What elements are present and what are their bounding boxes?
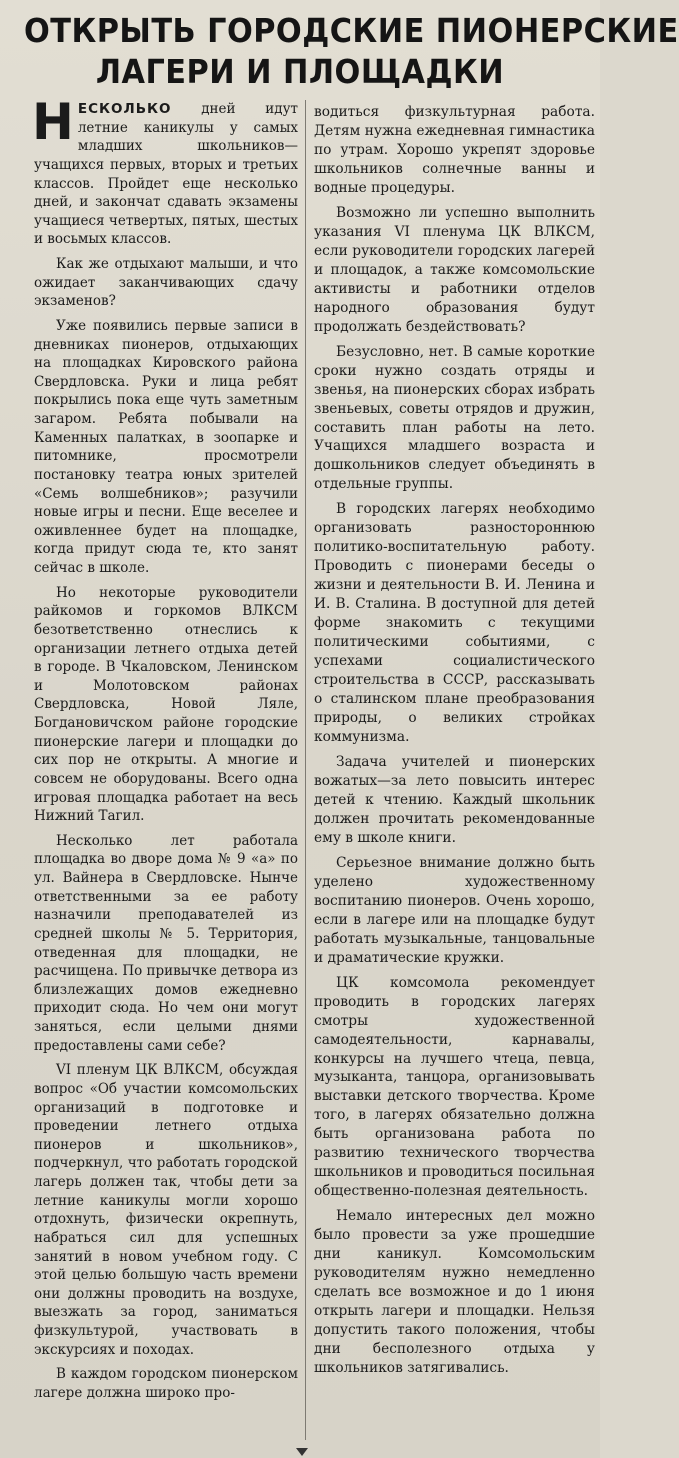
drop-cap: Н <box>32 93 74 151</box>
lead-paragraph <box>32 93 298 249</box>
paragraph: Немало интересных дел можно было провести за уже прошедшие дни каникул. Комсомольским руководителям нужно немедленно сделать все возможное и до 1 июня открыть лагери и площадки. Нельзя допустить такого положения, чтобы дни бесполезного отдыха у школьников затягивались. <box>314 1208 595 1376</box>
column-divider <box>305 100 306 1440</box>
paragraph-continuation: водиться физкультурная работа. Детям нужна ежедневная гимнастика по утрам. Хорошо укрепят здоровье школьников солнечные ванны и водные процедуры. <box>314 104 595 196</box>
paragraph: Как же отдыхают малыши, и что ожидает заканчивающих сдачу экзаменов? <box>34 256 298 310</box>
article-column-left <box>32 93 299 1409</box>
paragraph: ЦК комсомола рекомендует проводить в городских лагерях смотры художественной самодеятельности, карнавалы, конкурсы на лучшего чтеца, певца, музыканта, танцора, организовывать выставки детского творчества. Кроме того, в лагерях обязательно должна быть организована работа по развитию технического творчества школьников и проводиться посильная общественно-полезная деятельность. <box>314 974 595 1200</box>
lead-caps: ЕСКОЛЬКО <box>77 101 172 117</box>
headline <box>24 10 679 92</box>
paragraph: Возможно ли успешно выполнить указания VI пленума ЦК ВЛКСМ, если руководители городских лагерей и площадок, а также комсомольские активисты и работники отделов народного образования будут продолжать бездействовать? <box>314 204 595 335</box>
paragraph: В каждом городском пионерском лагере должна широко про- <box>34 1366 298 1401</box>
article-column-right <box>314 103 595 1384</box>
headline-line-1: ОТКРЫТЬ ГОРОДСКИЕ ПИОНЕРСКИЕ <box>24 11 679 50</box>
page-bottom-marker <box>296 1448 308 1456</box>
paragraph: Несколько лет работала площадка во дворе дома № 9 «а» по ул. Вайнера в Свердловске. Нынче ответственными за ее работу назначили преподавателей из средней школы № 5. Территория, отведенная для площадки, не расчищена. По привычке детвора из близлежащих домов ежедневно приходит сюда. Но чем они могут заняться, если целыми днями предоставлены сами себе? <box>34 832 299 1054</box>
paragraph: Безусловно, нет. В самые короткие сроки нужно создать отряды и звенья, на пионерских сборах избрать звеньевых, советы отрядов и дружин, составить план работы на лето. Учащихся младшего возраста и дошкольников следует объединять в отдельные группы. <box>314 343 595 493</box>
headline-line-2: ЛАГЕРИ И ПЛОЩАДКИ <box>95 52 505 91</box>
paragraph: Задача учителей и пионерских вожатых—за лето повысить интерес детей к чтению. Каждый школьник должен прочитать рекомендованные ему в школе книги. <box>314 753 595 846</box>
paragraph: Серьезное внимание должно быть уделено художественному воспитанию пионеров. Очень хорошо, если в лагере или на площадке будут работать музыкальные, танцовальные и драматические кружки. <box>314 854 595 966</box>
paragraph: В городских лагерях необходимо организовать разностороннюю политико-воспитательную работу. Проводить с пионерами беседы о жизни и деятельности В. И. Ленина и И. В. Сталина. В доступной для детей форме знакомить с текущими политическими событиями, с успехами социалистического строительства в СССР, рассказывать о сталинском плане преобразования природы, о великих стройках коммунизма. <box>314 501 595 745</box>
paragraph: VI пленум ЦК ВЛКСМ, обсуждая вопрос «Об участии комсомольских организаций в подготовке и проведении летнего отдыха пионеров и школьников», подчеркнул, что работать городской лагерь должен так, чтобы дети за летние каникулы могли хорошо отдохнуть, физически окрепнуть, набраться сил для успешных занятий в новом учебном году. С этой целью большую часть времени они должны проводить на воздухе, выезжать за город, заниматься физкультурой, участвовать в экскурсиях и походах. <box>34 1062 298 1358</box>
paragraph: Но некоторые руководители райкомов и горкомов ВЛКСМ безответственно отнеслись к организации летнего отдыха детей в городе. В Чкаловском, Ленинском и Молотовском районах Свердловска, Новой Ляле, Богдановичском районе городские пионерские лагери и площадки до сих пор не открыты. А многие и совсем не оборудованы. Всего одна игровая площадка работает на весь Нижний Тагил. <box>34 584 298 825</box>
lead-text: дней идут летние каникулы у самых младших школьников—учащихся первых, вторых и третьих классов. Пройдет еще несколько дней, и закончат сдавать экзамены учащиеся четвертых, пятых, шестых и восьмых классов. <box>34 101 298 248</box>
paragraph: Уже появились первые записи в дневниках пионеров, отдыхающих на площадках Кировского района Свердловска. Руки и лица ребят покрылись пока еще чуть заметным загаром. Ребята побывали на Каменных палатках, в зоопарке и питомнике, просмотрели постановку театра юных зрителей «Семь волшебников»; разучили новые игры и песни. Еще веселее и оживленнее будет на площадке, когда придут сюда те, кто занят сейчас в школе. <box>34 317 298 576</box>
